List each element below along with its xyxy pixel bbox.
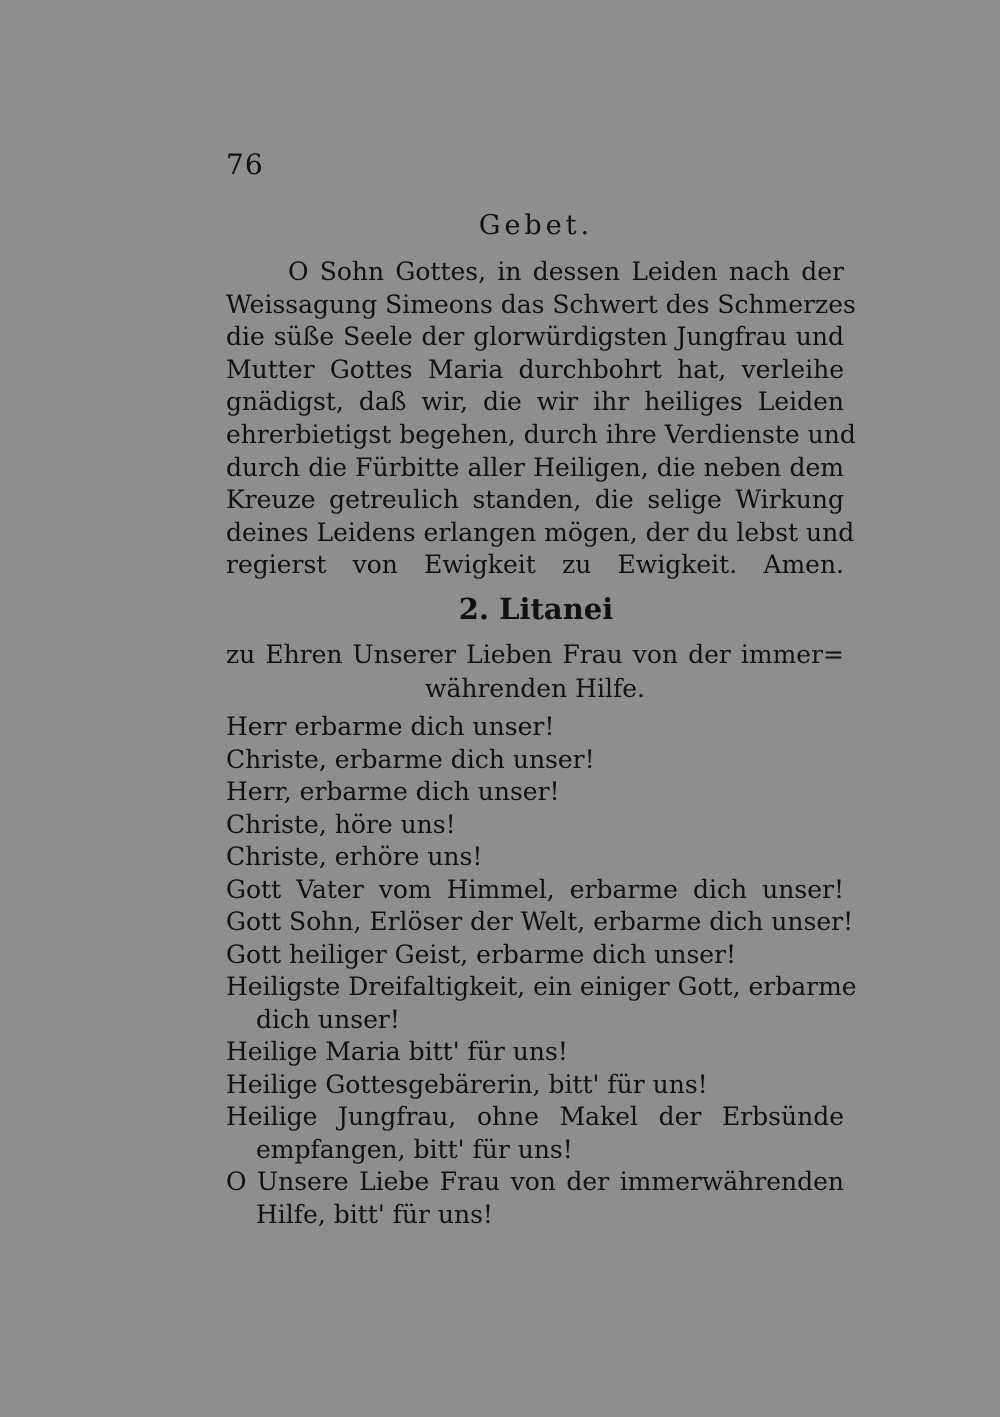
litany-heading: 2. Litanei <box>458 592 614 626</box>
invocation-line: Herr erbarme dich unser! <box>226 712 555 741</box>
invocation-line: O Unsere Liebe Frau von der immerwährenden <box>226 1167 844 1196</box>
invocation-line: Heiligste Dreifaltigkeit, ein einiger Gott, erbarme <box>226 972 857 1001</box>
litany-invocations <box>226 711 857 1231</box>
page-number: 76 <box>226 148 264 181</box>
prayer-line: ehrerbietigst begehen, durch ihre Verdienste und <box>226 419 856 449</box>
litany-subtitle <box>226 638 844 706</box>
invocation-line: Gott Sohn, Erlöser der Welt, erbarme dich unser! <box>226 907 854 936</box>
prayer-line: deines Leidens erlangen mögen, der du lebst und <box>226 517 855 547</box>
invocation-line: dich unser! <box>256 1004 400 1034</box>
invocation-line: empfangen, bitt' für uns! <box>256 1134 573 1164</box>
prayer-line: Kreuze getreulich standen, die selige Wirkung <box>226 485 844 515</box>
litany-subtitle-line: zu Ehren Unserer Lieben Frau von der immer= <box>226 640 844 669</box>
prayer-title: Gebet. <box>478 210 594 241</box>
invocation-line: Herr, erbarme dich unser! <box>226 777 560 806</box>
prayer-line: regierst von Ewigkeit zu Ewigkeit. Amen. <box>226 550 844 580</box>
invocation-line: Heilige Maria bitt' für uns! <box>226 1037 568 1066</box>
prayer-line: die süße Seele der glorwürdigsten Jungfrau und <box>226 322 844 352</box>
invocation-line: Christe, höre uns! <box>226 809 456 839</box>
invocation-line: Christe, erbarme dich unser! <box>226 744 595 774</box>
prayer-line: durch die Fürbitte aller Heiligen, die neben dem <box>226 452 844 482</box>
prayer-line: O Sohn Gottes, in dessen Leiden nach der <box>288 257 844 286</box>
prayer-body <box>226 256 856 582</box>
invocation-line: Gott heiliger Geist, erbarme dich unser! <box>226 939 737 969</box>
invocation-line: Heilige Jungfrau, ohne Makel der Erbsünde <box>226 1102 844 1131</box>
prayer-line: Weissagung Simeons das Schwert des Schmerzes <box>226 289 856 319</box>
invocation-line: Gott Vater vom Himmel, erbarme dich unser! <box>226 874 844 904</box>
prayer-line: Mutter Gottes Maria durchbohrt hat, verleihe <box>226 354 844 384</box>
invocation-line: Hilfe, bitt' für uns! <box>256 1199 493 1229</box>
invocation-line: Christe, erhöre uns! <box>226 842 483 871</box>
litany-subtitle-line: währenden Hilfe. <box>425 674 645 703</box>
invocation-line: Heilige Gottesgebärerin, bitt' für uns! <box>226 1069 708 1099</box>
prayer-line: gnädigst, daß wir, die wir ihr heiliges Leiden <box>226 387 844 417</box>
